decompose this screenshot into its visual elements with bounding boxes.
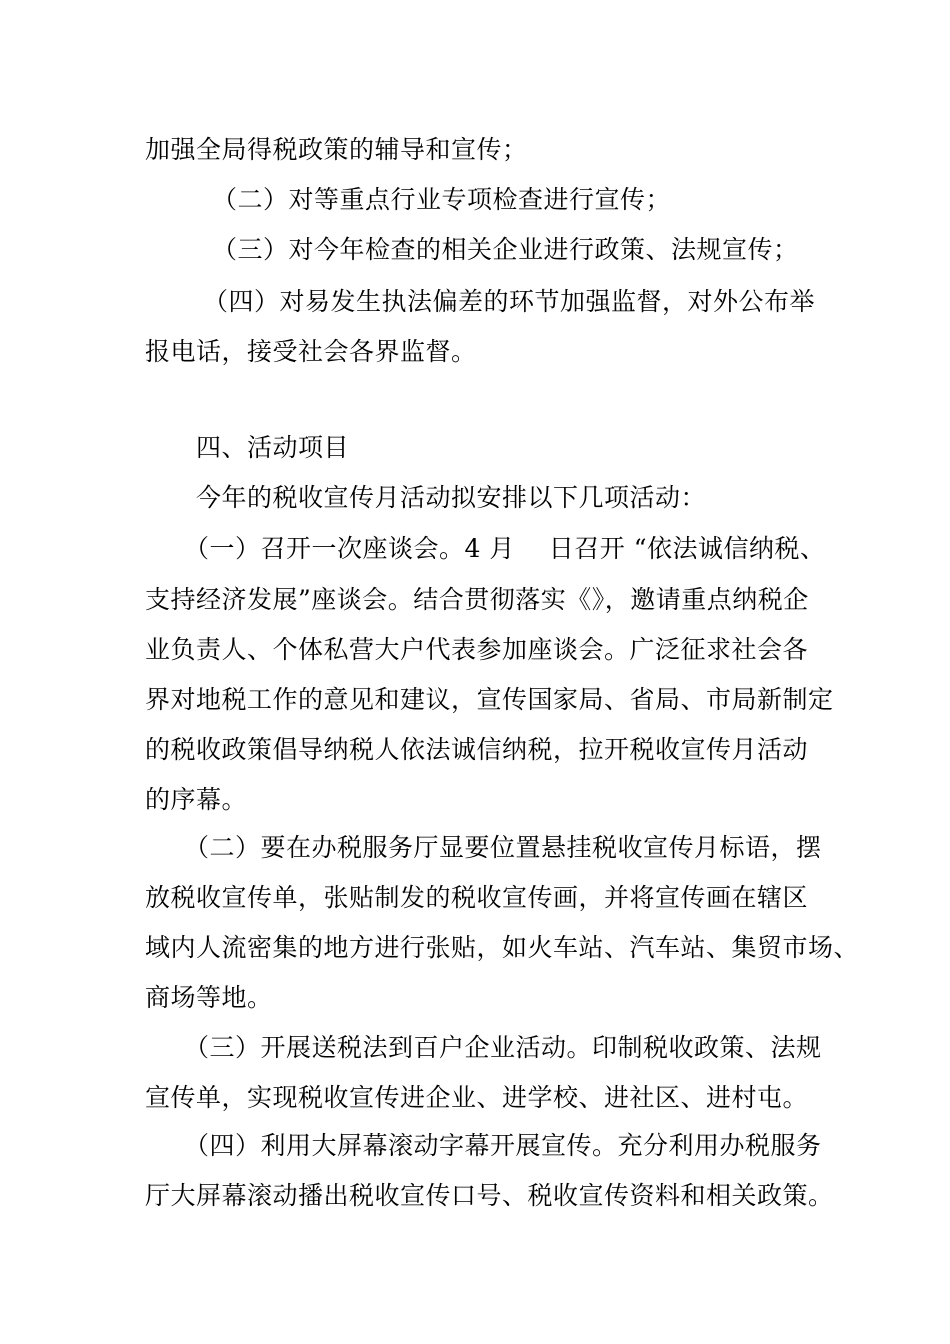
text-line: 宣传单，实现税收宣传进企业、进学校、进社区、进村屯。 [145,1083,809,1112]
text-line: （四）对易发生执法偏差的环节加强监督，对外公布举 [203,287,816,316]
text-line: 支持经济发展”座谈会。结合贯彻落实《》，邀请重点纳税企 [145,585,809,614]
text-line: 报电话，接受社会各界监督。 [145,337,477,366]
text-line: 厅大屏幕滚动播出税收宣传口号、税收宣传资料和相关政策。 [145,1181,834,1210]
text-line: 商场等地。 [145,983,273,1012]
section-heading: 四、活动项目 [196,433,350,462]
text-line: （三）开展送税法到百户企业活动。印制税收政策、法规 [184,1033,822,1062]
text-line: 域内人流密集的地方进行张贴，如火车站、汽车站、集贸市场、 [145,933,860,962]
text-line: （三）对今年检查的相关企业进行政策、法规宣传； [212,235,799,264]
text-line: 今年的税收宣传月活动拟安排以下几项活动： [196,483,707,512]
text-line: 加强全局得税政策的辅导和宣传； [145,135,528,164]
text-line: （二）要在办税服务厅显要位置悬挂税收宣传月标语，摆 [184,833,822,862]
text-line: 放税收宣传单，张贴制发的税收宣传画，并将宣传画在辖区 [145,883,809,912]
text-line: 业负责人、个体私营大户代表参加座谈会。广泛征求社会各 [145,635,809,664]
text-line: （一）召开一次座谈会。4 月 日召开 “依法诚信纳税、 [184,534,826,563]
text-line: 界对地税工作的意见和建议，宣传国家局、省局、市局新制定 [145,685,834,714]
text-line: （二）对等重点行业专项检查进行宣传； [212,185,672,214]
text-line: 的序幕。 [145,785,248,814]
text-line: （四）利用大屏幕滚动字幕开展宣传。充分利用办税服务 [184,1131,822,1160]
text-line: 的税收政策倡导纳税人依法诚信纳税，拉开税收宣传月活动 [145,735,809,764]
